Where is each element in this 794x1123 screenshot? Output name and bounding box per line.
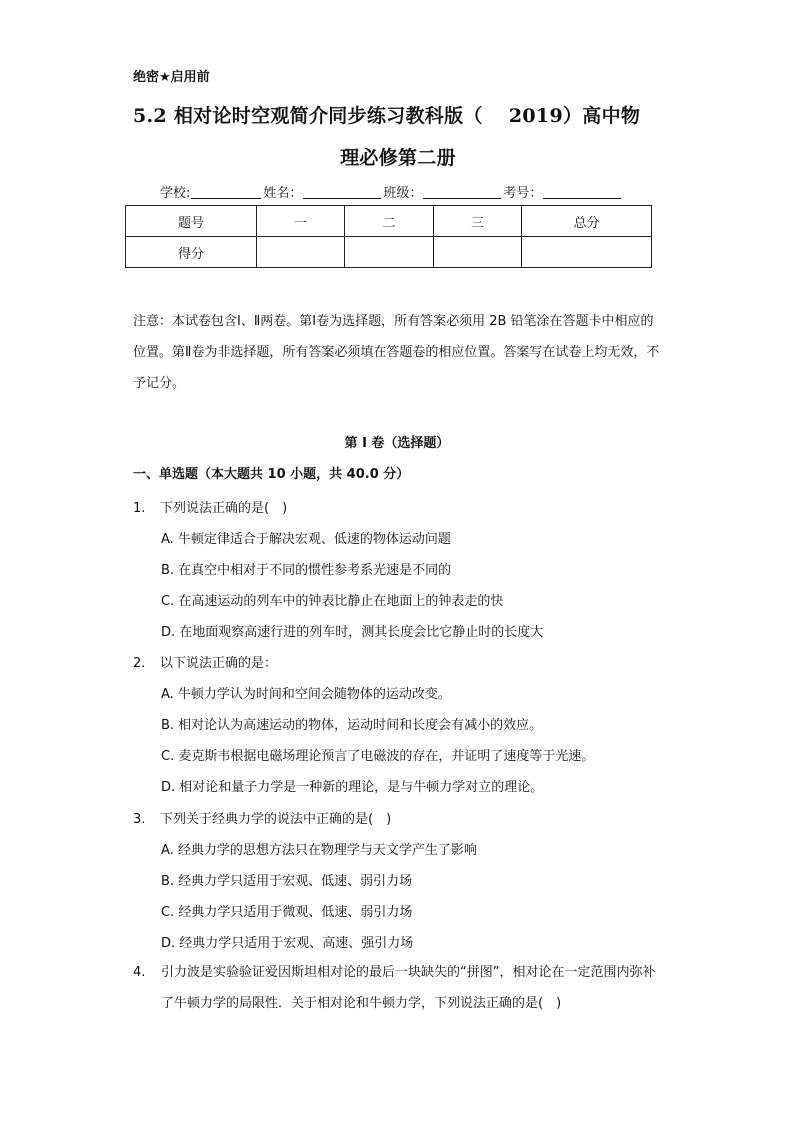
title-line-2: 理必修第二册 <box>340 147 456 169</box>
title-line-1: 5.2 相对论时空观简介同步练习教科版（ 2019）高中物 <box>133 105 641 127</box>
student-info-line <box>160 182 623 201</box>
secret-label: 绝密★启用前 <box>133 70 210 85</box>
question-option: D. 经典力学只适用于宏观、高速、强引力场 <box>161 936 414 951</box>
score-table-header-row <box>126 206 652 237</box>
score-cell: 三 <box>434 206 522 237</box>
question-option: D. 相对论和量子力学是一种新的理论，是与牛顿力学对立的理论。 <box>161 780 544 795</box>
question-text: 下列关于经典力学的说法中正确的是( ) <box>160 812 392 827</box>
question-number: 3. <box>133 812 146 827</box>
score-table <box>125 205 652 268</box>
school-blank <box>191 185 261 199</box>
score-cell: 总分 <box>522 206 652 237</box>
question-option: C. 在高速运动的列车中的钟表比静止在地面上的钟表走的快 <box>161 594 504 609</box>
question-option: C. 经典力学只适用于微观、低速、弱引力场 <box>161 905 413 920</box>
exam-no-label: 考号： <box>503 186 543 201</box>
question-number: 2. <box>133 656 146 671</box>
question-stem <box>133 497 287 516</box>
question-option: A. 经典力学的思想方法只在物理学与天文学产生了影响 <box>161 843 477 858</box>
score-cell: 二 <box>345 206 434 237</box>
question-option: B. 经典力学只适用于宏观、低速、弱引力场 <box>161 874 413 889</box>
question-option: D. 在地面观察高速行进的列车时，测其长度会比它静止时的长度大 <box>161 625 544 640</box>
school-label: 学校: <box>160 186 191 201</box>
question-text: 引力波是实验验证爱因斯坦相对论的最后一块缺失的“拼图”，相对论在一定范围内弥补了牛顿力学的局限性．关于相对论和牛顿力学，下列说法正确的是( ) <box>161 965 656 1011</box>
name-label: 姓名： <box>263 186 303 201</box>
question-option: C. 麦克斯韦根据电磁场理论预言了电磁波的存在，并证明了速度等于光速。 <box>161 749 595 764</box>
score-blank-cell <box>345 237 434 268</box>
score-table-score-row <box>126 237 652 268</box>
question-option: A. 牛顿力学认为时间和空间会随物体的运动改变。 <box>161 687 451 702</box>
question-option: A. 牛顿定律适合于解决宏观、低速的物体运动问题 <box>161 532 451 547</box>
score-blank-cell <box>434 237 522 268</box>
score-blank-cell <box>257 237 345 268</box>
question-stem <box>133 652 277 671</box>
question-text: 下列说法正确的是( ) <box>160 501 288 516</box>
exam-no-blank <box>543 185 621 199</box>
question-option: B. 在真空中相对于不同的惯性参考系光速是不同的 <box>161 563 452 578</box>
question-option: B. 相对论认为高速运动的物体，运动时间和长度会有减小的效应。 <box>161 718 543 733</box>
section-title: 第 I 卷（选择题） <box>344 436 450 451</box>
class-label: 班级： <box>383 186 423 201</box>
score-blank-cell <box>522 237 652 268</box>
score-cell: 题号 <box>126 206 257 237</box>
name-blank <box>303 185 381 199</box>
notice-paragraph: 注意：本试卷包含Ⅰ、Ⅱ两卷。第Ⅰ卷为选择题，所有答案必须用 2B 铅笔涂在答题卡中相应的位置。第Ⅱ卷为非选择题，所有答案必须填在答题卷的相应位置。答案写在试卷上均无效，不予记分。 <box>133 314 660 391</box>
question-text: 以下说法正确的是： <box>160 656 278 671</box>
question-stem <box>133 808 391 827</box>
score-cell: 得分 <box>126 237 257 268</box>
part-title: 一、单选题（本大题共 10 小题，共 40.0 分） <box>133 467 410 482</box>
class-blank <box>423 185 501 199</box>
question-number: 1. <box>133 501 146 516</box>
question-number: 4. <box>133 965 146 980</box>
question-stem <box>133 957 663 1019</box>
score-cell: 一 <box>257 206 345 237</box>
